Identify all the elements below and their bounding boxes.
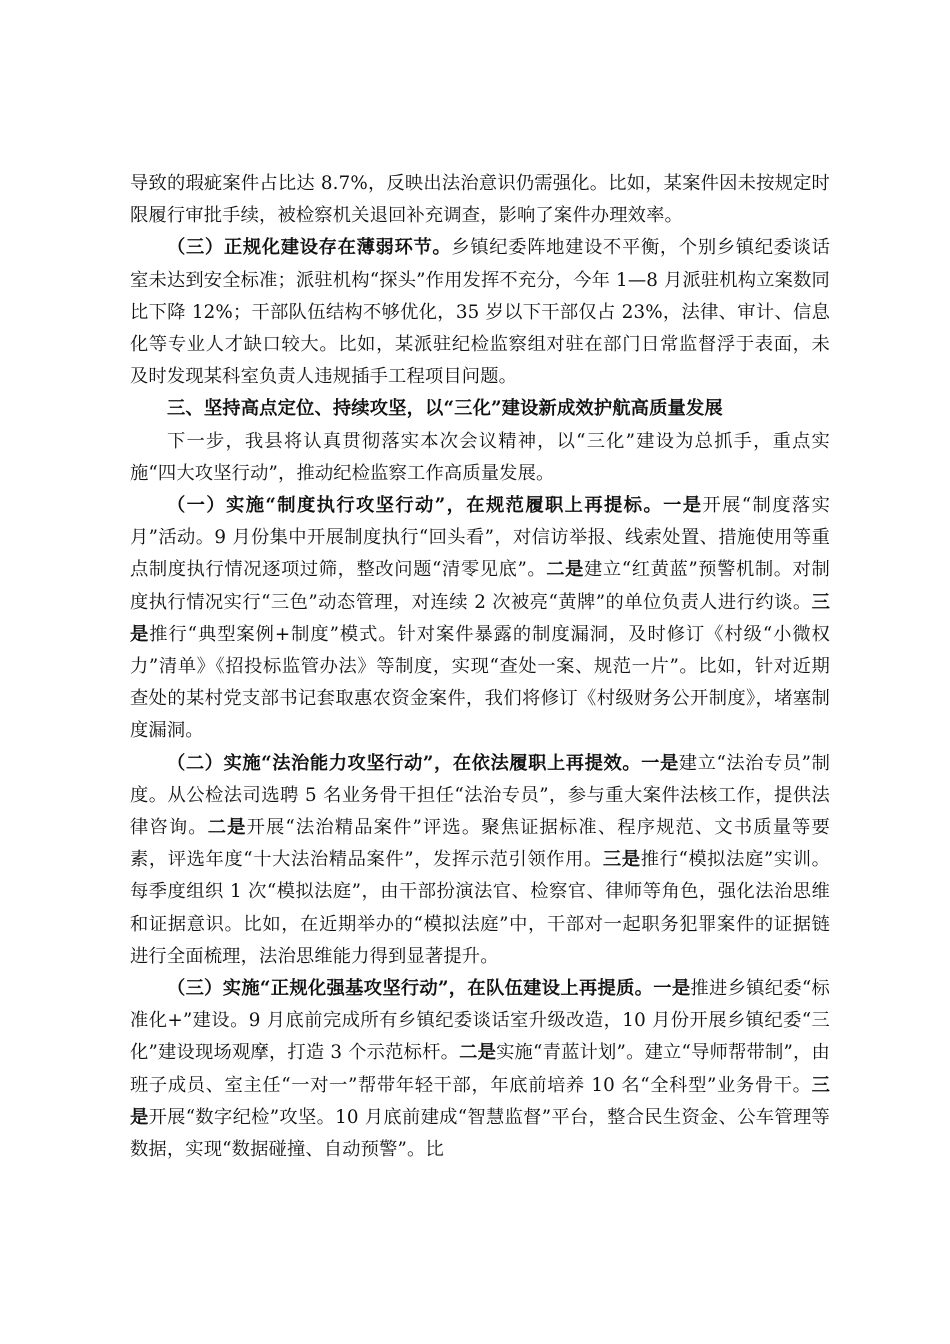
- action-2-marker-2: 二是: [207, 817, 247, 839]
- paragraph-action-1: [130, 490, 830, 748]
- paragraph-section-3-weakness: [130, 232, 830, 393]
- paragraph-intro-next-steps: 下一步，我县将认真贯彻落实本次会议精神，以“三化”建设为总抓手，重点实施“四大攻坚行动”，推动纪检监察工作高质量发展。: [130, 430, 830, 484]
- action-1-lead-bold: （一）实施“制度执行攻坚行动”，在规范履职上再提标。一是: [167, 495, 703, 517]
- action-2-text-3: 推行“模拟法庭”实训。每季度组织 1 次“模拟法庭”，由干部扮演法官、检察官、律师等角色，强化法治思维和证据意识。比如，在近期举办的“模拟法庭”中，干部对一起职务犯罪案件的证据链进行全面梳理，法治思维能力得到显著提升。: [130, 849, 831, 967]
- document-body: [130, 168, 830, 1166]
- section-heading-3: 三、坚持高点定位、持续攻坚，以“三化”建设新成效护航高质量发展: [167, 398, 723, 420]
- action-3-text-1: 推进乡镇纪委“标准化+”建设。9 月底前完成所有乡镇纪委谈话室升级改造，10 月份开展乡镇纪委“三化”建设现场观摩，打造 3 个示范标杆。: [130, 978, 830, 1064]
- paragraph-action-2: [130, 748, 830, 973]
- action-3-text-3: 开展“数字纪检”攻坚。10 月底前建成“智慧监督”平台，整合民生资金、公车管理等数据，实现“数据碰撞、自动预警”。比: [130, 1106, 830, 1161]
- action-1-text-1: 开展“制度落实月”活动。9 月份集中开展制度执行“回头看”，对信访举报、线索处置、措施使用等重点制度执行情况逐项过筛，整改问题“清零见底”。: [130, 495, 830, 581]
- action-1-marker-3: 三是: [130, 591, 830, 645]
- action-1-text-2: 建立“红黄蓝”预警机制。对制度执行情况实行“三色”动态管理，对连续 2 次被亮“黄牌”的单位负责人进行约谈。: [130, 559, 830, 613]
- paragraph-body-text: 乡镇纪委阵地建设不平衡，个别乡镇纪委谈话室未达到安全标准；派驻机构“探头”作用发挥不充分，今年 1—8 月派驻机构立案数同比下降 12%；干部队伍结构不够优化，35 岁以下干部仅占 23%，法律、审计、信息化等专业人才缺口较大。比如，某派驻纪检监察组对驻在部门日常监督浮于表面，未及时发现某科室负责人违规插手工程项目问题。: [130, 237, 831, 388]
- paragraph-lead-bold: （三）正规化建设存在薄弱环节。: [167, 237, 452, 259]
- action-1-marker-2: 二是: [546, 559, 585, 581]
- action-2-lead-bold: （二）实施“法治能力攻坚行动”，在依法履职上再提效。一是: [167, 752, 679, 774]
- action-3-marker-3: 三是: [130, 1074, 830, 1128]
- action-3-text-2: 实施“青蓝计划”。建立“导师帮带制”，由班子成员、室主任“一对一”帮带年轻干部，年底前培养 10 名“全科型”业务骨干。: [130, 1042, 830, 1096]
- action-1-text-3: 推行“典型案例+制度”模式。针对案件暴露的制度漏洞，及时修订《村级“小微权力”清单》《招投标监管办法》等制度，实现“查处一案、规范一片”。比如，针对近期查处的某村党支部书记套取惠农资金案件，我们将修订《村级财务公开制度》，堵塞制度漏洞。: [130, 623, 831, 742]
- action-2-text-2: 开展“法治精品案件”评选。聚焦证据标准、程序规范、文书质量等要素，评选年度“十大法治精品案件”，发挥示范引领作用。: [130, 817, 830, 871]
- paragraph-continuation: 导致的瑕疵案件占比达 8.7%，反映出法治意识仍需强化。比如，某案件因未按规定时限履行审批手续，被检察机关退回补充调查，影响了案件办理效率。: [130, 173, 830, 227]
- action-2-marker-3: 三是: [602, 849, 641, 871]
- action-2-text-1: 建立“法治专员”制度。从公检法司选聘 5 名业务骨干担任“法治专员”，参与重大案件法核工作，提供法律咨询。: [130, 752, 831, 839]
- paragraph-action-3: [130, 973, 830, 1166]
- action-3-lead-bold: （三）实施“正规化强基攻坚行动”，在队伍建设上再提质。一是: [167, 978, 691, 1000]
- action-3-marker-2: 二是: [459, 1042, 497, 1064]
